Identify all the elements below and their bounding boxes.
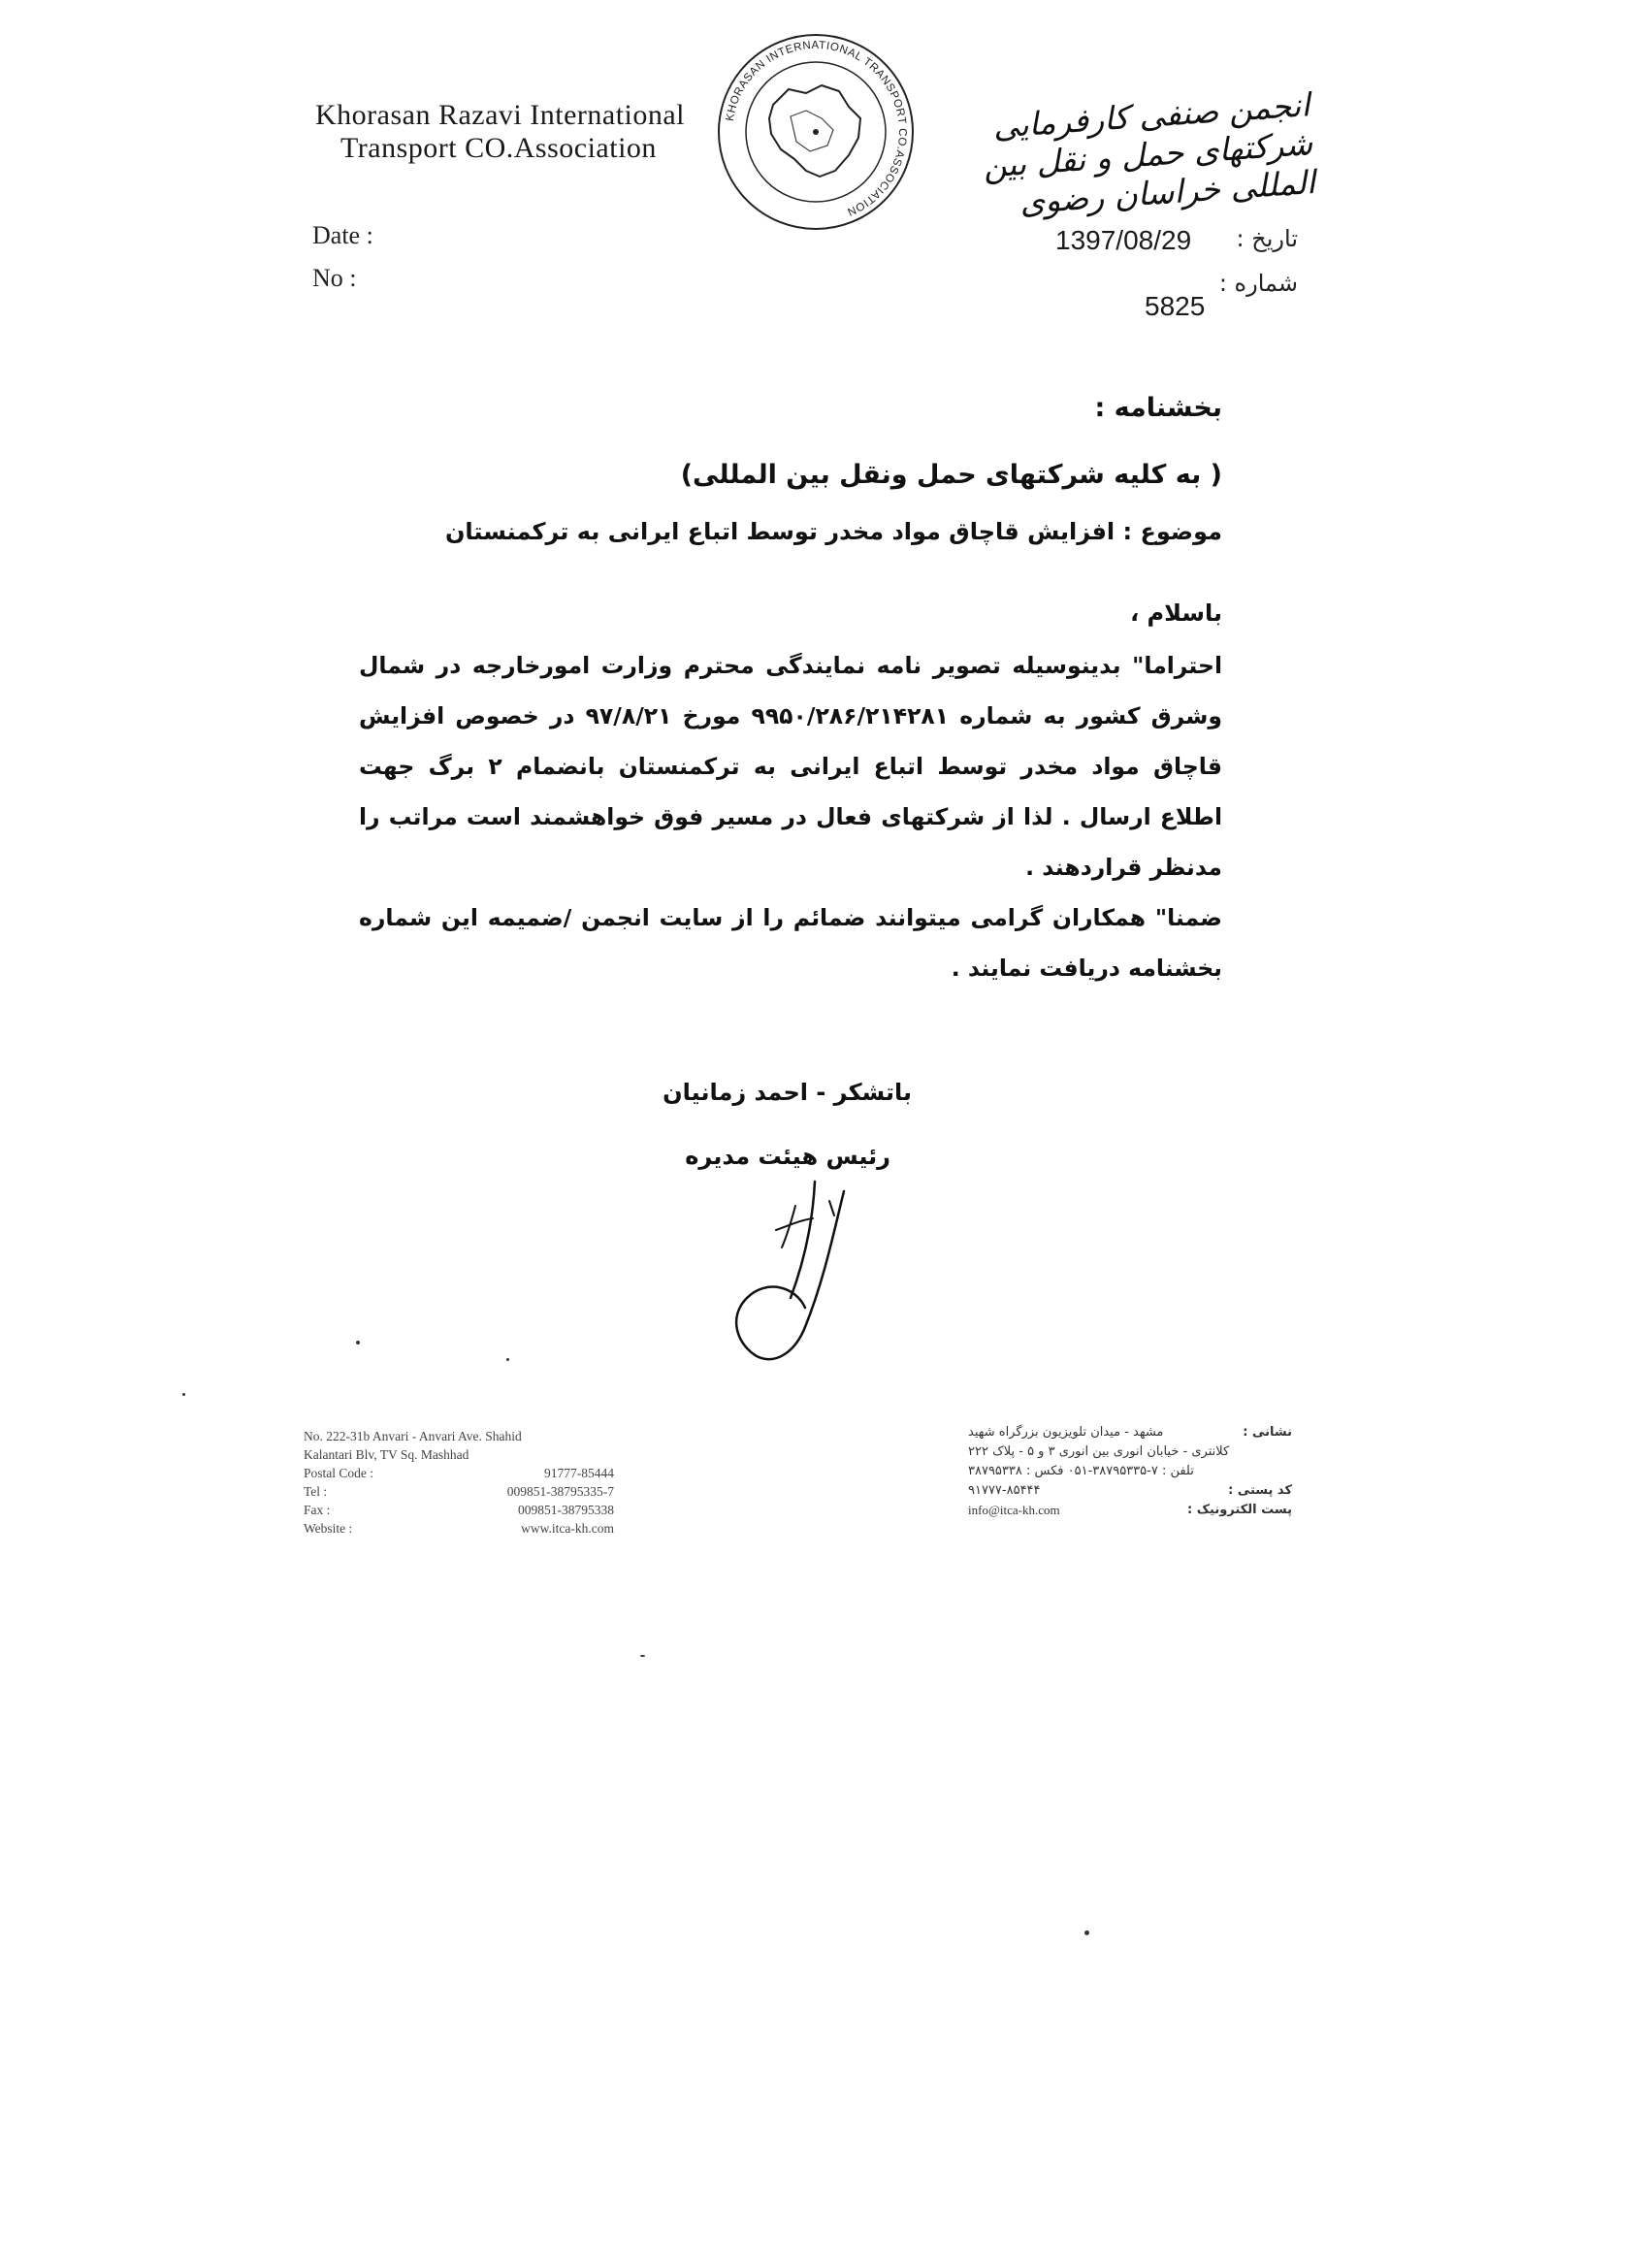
scan-speck	[506, 1358, 509, 1361]
signer-position: رئیس هیئت مدیره	[685, 1143, 890, 1170]
number-label: No :	[312, 264, 357, 292]
footer-fa-row	[968, 1481, 1292, 1501]
persian-org-name: انجمن صنفی کارفرمایی شرکتهای حمل و نقل بین المللی خراسان رضوی	[982, 85, 1317, 222]
footer-en-address-1: No. 222-31b Anvari - Anvari Ave. Shahid	[304, 1429, 522, 1443]
date-value: 1397/08/29	[1055, 225, 1192, 255]
association-logo	[713, 29, 919, 235]
english-org-name	[315, 99, 685, 165]
footer-en-row	[304, 1464, 614, 1482]
recipient-line: ( به کلیه شرکتهای حمل ونقل بین المللی)	[680, 460, 1222, 490]
footer-fa-row	[968, 1462, 1292, 1481]
footer-en-postal-label: Postal Code :	[304, 1466, 374, 1480]
footer-en-row	[304, 1501, 614, 1519]
scan-speck	[182, 1393, 185, 1396]
footer-en-row	[304, 1482, 614, 1501]
footer-fa-phone: تلفن : ۷-۳۸۷۹۵۳۳۵-۰۵۱ فکس : ۳۸۷۹۵۳۳۸	[968, 1464, 1194, 1478]
footer-persian-contact	[968, 1423, 1292, 1520]
english-org-line1: Khorasan Razavi International	[315, 99, 686, 131]
english-org-line2: Transport CO.Association	[340, 132, 657, 164]
body-paragraph-2: ضمنا" همکاران گرامی میتوانند ضمائم را از سایت انجمن /ضمیمه این شماره بخشنامه دریافت نمایند .	[359, 904, 1222, 982]
footer-fa-row	[968, 1423, 1292, 1442]
scan-speck	[1084, 1930, 1089, 1935]
logo-ring-text: KHORASAN INTERNATIONAL TRANSPORT CO.ASSOCIATION	[724, 39, 909, 218]
footer-fa-address-1: مشهد - میدان تلویزیون بزرگراه شهید	[968, 1425, 1164, 1440]
greeting: باسلام ،	[1130, 599, 1222, 627]
footer-en-address-2: Kalantari Blv, TV Sq. Mashhad	[304, 1447, 469, 1462]
persian-date-label: تاریخ :	[1236, 225, 1298, 252]
handwritten-signature	[698, 1162, 873, 1376]
footer-fa-email-value: info@itca-kh.com	[968, 1503, 1060, 1517]
footer-fa-postal-value: ۹۱۷۷۷-۸۵۴۴۴	[968, 1483, 1041, 1498]
letter-number-value: 5825	[1145, 291, 1206, 321]
closing-signoff: باتشکر - احمد زمانیان	[663, 1079, 912, 1106]
circular-heading: بخشنامه :	[1094, 393, 1222, 423]
footer-english-contact	[304, 1427, 614, 1538]
footer-en-fax-value: 009851-38795338	[518, 1503, 614, 1517]
footer-en-row	[304, 1445, 614, 1464]
scan-speck	[640, 1655, 645, 1657]
footer-en-website-label: Website :	[304, 1521, 353, 1536]
svg-text:KHORASAN INTERNATIONAL TRANSPO	[725, 40, 908, 217]
footer-en-row	[304, 1519, 614, 1538]
persian-number-label: شماره :	[1218, 270, 1298, 297]
footer-fa-address-label: نشانی :	[1243, 1425, 1292, 1440]
footer-en-row	[304, 1427, 614, 1445]
subject-line: موضوع : افزایش قاچاق مواد مخدر توسط اتباع ایرانی به ترکمنستان	[444, 518, 1222, 545]
footer-en-website-value: www.itca-kh.com	[521, 1521, 614, 1536]
scan-speck	[356, 1341, 360, 1345]
footer-en-tel-label: Tel :	[304, 1484, 328, 1499]
footer-fa-row	[968, 1501, 1292, 1520]
footer-fa-postal-label: کد پستی :	[1228, 1483, 1292, 1498]
body-paragraph-1: احتراما" بدینوسیله تصویر نامه نمایندگی محترم وزارت امورخارجه در شمال وشرق کشور به شماره ۹۹۵۰/۲۸۶/۲۱۴۲۸۱ مورخ ۹۷/۸/۲۱ در خصوص افزایش قاچاق مواد مخدر توسط اتباع ایرانی به ترکمنستان بانضمام ۲ برگ جهت اطلاع ارسال . لذا از شرکتهای فعال در مسیر فوق خواهشمند است مراتب را مدنظر قراردهند .	[359, 652, 1222, 881]
footer-en-tel-value: 009851-38795335-7	[506, 1484, 614, 1499]
date-label: Date :	[312, 221, 373, 249]
footer-en-fax-label: Fax :	[304, 1503, 331, 1517]
footer-fa-row	[968, 1442, 1292, 1462]
footer-en-postal-value: 91777-85444	[544, 1466, 614, 1480]
footer-fa-email-label: پست الکترونیک :	[1187, 1503, 1292, 1517]
footer-fa-address-2: کلانتری - خیابان انوری بین انوری ۳ و ۵ - پلاک ۲۲۲	[968, 1444, 1230, 1459]
